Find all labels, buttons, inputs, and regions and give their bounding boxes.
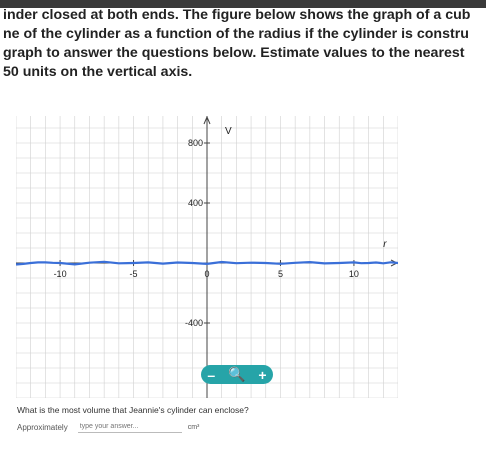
answer-prefix: Approximately [17,422,68,432]
intro-line-3: graph to answer the questions below. Estimate values to the nearest [3,45,465,61]
intro-line-2: ne of the cylinder as a function of the radius if the cylinder is constru [3,26,469,42]
y-tick-label: 800 [187,138,203,148]
answer-row [17,420,199,434]
y-tick-label: -400 [184,318,203,328]
zoom-out-button[interactable]: – [207,366,216,383]
x-axis-label: r [383,239,387,250]
search-icon[interactable]: 🔍 [228,366,246,382]
zoom-controls [201,365,273,384]
intro-line-1: inder closed at both ends. The figure below shows the graph of a cub [3,7,471,23]
y-tick-label: 400 [187,198,203,208]
x-tick-label: 10 [348,269,359,279]
question-text: What is the most volume that Jeannie's cylinder can enclose? [17,405,249,415]
x-tick-label: 5 [277,269,283,279]
answer-input[interactable] [78,421,182,433]
problem-text [3,6,486,82]
zoom-in-button[interactable]: + [258,366,267,383]
x-tick-label: -5 [129,269,138,279]
volume-graph[interactable] [16,116,398,398]
x-tick-label: 0 [204,269,210,279]
unit-label: cm³ [187,423,200,431]
x-tick-label: -10 [53,269,67,279]
intro-line-4: 50 units on the vertical axis. [3,64,193,80]
y-axis-label: V [225,126,232,137]
